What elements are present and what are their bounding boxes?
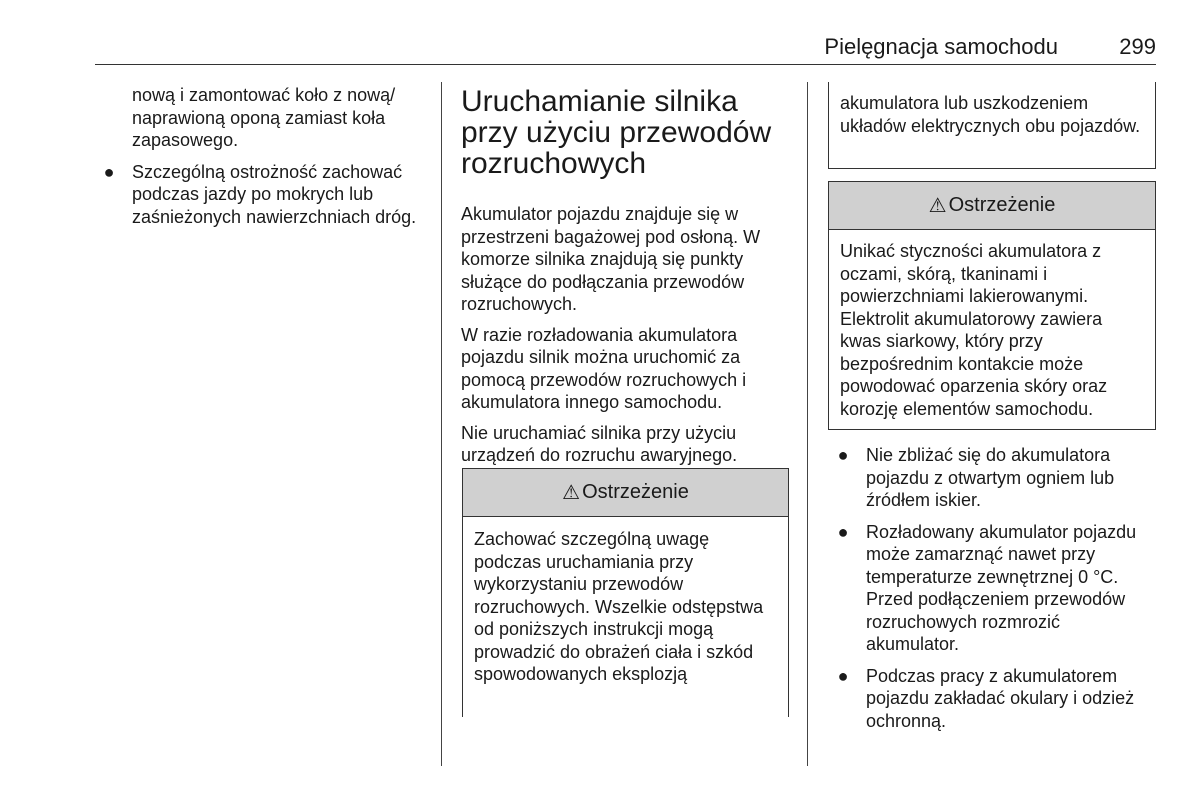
bullet-text: Rozładowany akumulator pojazdu może zamarznąć nawet przy temperaturze zewnętrznej 0 °C. Przed podłączeniem przewodów rozruchowych rozmrozić akumulator.	[866, 521, 1137, 654]
warning-box	[828, 181, 1156, 430]
bullet-icon: ●	[837, 665, 849, 686]
page-number: 299	[1119, 34, 1156, 59]
column-3-list	[834, 444, 1154, 732]
warning-box	[462, 468, 789, 521]
column-1	[100, 84, 430, 228]
header-rule	[95, 64, 1156, 65]
list-item	[834, 521, 1154, 656]
paragraph: Nie uruchamiać silnika przy użyciu urządzeń do rozruchu awaryjnego.	[461, 422, 738, 465]
warning-title: Ostrzeżenie	[582, 481, 689, 503]
warning-header	[463, 469, 788, 517]
bullet-icon: ●	[103, 161, 115, 182]
warning-continued-text: akumulatora lub uszkodzeniem układów elektrycznych obu pojazdów.	[840, 93, 1141, 136]
warning-text: Zachować szczególną uwagę podczas uruchamiania przy wykorzystaniu przewodów rozruchowych. Wszelkie odstępstwa od poniższych instrukcji mogą prowadzić do obrażeń ciała i szkód spowodowanych eksplozją	[474, 529, 764, 684]
bullet-text: Podczas pracy z akumulatorem pojazdu zakładać okulary i odzież ochronną.	[866, 665, 1135, 731]
column-2	[461, 86, 791, 467]
list-item	[100, 161, 430, 229]
paragraph: Akumulator pojazdu znajduje się w przestrzeni bagażowej pod osłoną. W komorze silnika znajdują się punkty służące do podłączania przewodów rozruchowych.	[461, 204, 761, 314]
bullet-text: Nie zbliżać się do akumulatora pojazdu z otwartym ogniem lub źródłem iskier.	[866, 445, 1115, 510]
warning-title: Ostrzeżenie	[948, 194, 1056, 216]
warning-box-continued	[828, 82, 1156, 169]
warning-box-body	[462, 520, 789, 717]
bullet-icon: ●	[837, 521, 849, 542]
warning-triangle-icon: ⚠	[928, 195, 947, 217]
warning-text: Unikać styczności akumulatora z oczami, skórą, tkaninami i powierzchniami lakierowanymi. Elektrolit akumulatorowy zawiera kwas siarkowy, który przy bezpośrednim kontakcie może powodować oparzenia skóry oraz korozję elementów samochodu.	[840, 241, 1108, 419]
list-item	[834, 444, 1154, 512]
running-header-title: Pielęgnacja samochodu	[824, 34, 1058, 59]
warning-header	[829, 182, 1155, 230]
list-item	[834, 665, 1154, 733]
bullet-icon: ●	[837, 445, 849, 465]
continuation-text: nową i zamontować koło z nową/ naprawioną oponą zamiast koła zapasowego.	[132, 85, 396, 150]
paragraph: W razie rozładowania akumulatora pojazdu silnik można uruchomić za pomocą przewodów rozruchowych i akumulatora innego samochodu.	[461, 324, 747, 412]
column-divider-left	[441, 82, 442, 766]
section-heading: Uruchamianie silnika przy użyciu przewodów rozruchowych	[461, 85, 772, 180]
column-divider-right	[807, 82, 808, 766]
bullet-text: Szczególną ostrożność zachować podczas jazdy po mokrych lub zaśnieżonych nawierzchniach dróg.	[132, 161, 417, 227]
warning-triangle-icon: ⚠	[562, 482, 581, 504]
